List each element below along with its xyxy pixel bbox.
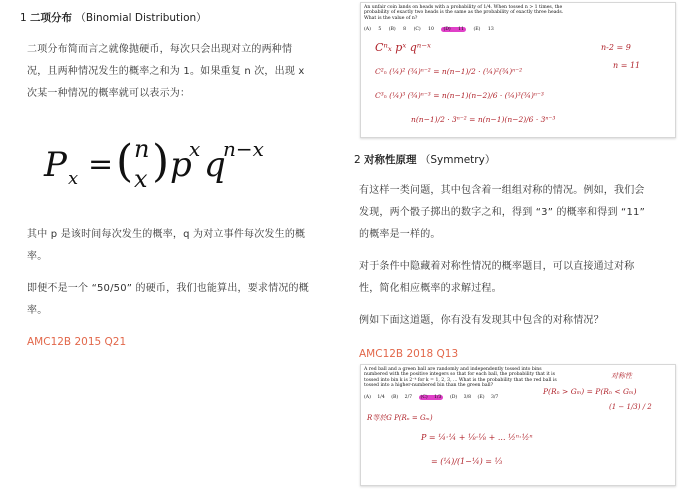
- heading-title-en: （Binomial Distribution）: [75, 12, 207, 24]
- answer-choices-2018: [364, 395, 564, 400]
- handwritten-fraction: (1 − 1/3) / 2: [609, 403, 652, 411]
- choice-b: (B) 8: [388, 27, 407, 32]
- formula-p: p: [170, 145, 192, 185]
- problem-reference-2015: AMC12B 2015 Q21: [27, 336, 127, 348]
- choice-e: (E) 13: [473, 27, 494, 32]
- heading-number: 1: [20, 12, 27, 24]
- symmetry-example-paragraph: 例如下面这道题，你有没有发现其中包含的对称情况？: [359, 315, 604, 326]
- problem-reference-2018: AMC12B 2018 Q13: [359, 348, 459, 360]
- heading-title-cn: 对称性原理: [364, 154, 417, 166]
- formula-q: q: [204, 145, 226, 185]
- problem-text-2015: An unfair coin lands on heads with a probability of 1/4. When tossed n > 1 times, the probability of exactly two heads is the same as the probability of exactly three heads. What is the value of n?: [364, 5, 564, 21]
- choice-a: (A) 5: [364, 27, 382, 32]
- symmetry-intro-paragraph: 有这样一类问题，其中包含着一组组对称的情况。例如，我们会发现，两个骰子掷出的数字之和，得到 “3” 的概率和得到 “11” 的概率是一样的。: [359, 185, 645, 240]
- choice-a: (A) 1/4: [364, 395, 385, 400]
- formula-paren-close: ): [152, 136, 170, 187]
- binomial-formula: [40, 120, 300, 200]
- binomial-note-paragraph: 即便不是一个 “50/50” 的硬币，我们也能算出，要求情况的概率。: [27, 283, 309, 316]
- formula-lhs: P: [44, 145, 67, 185]
- solution-image-2015: [360, 2, 676, 138]
- formula-n: n: [134, 135, 150, 163]
- section-heading-symmetry: [354, 152, 495, 167]
- handwritten-step-4: n(n−1)/2 · 3ⁿ⁻² = n(n−1)(n−2)/6 · 3ⁿ⁻³: [411, 115, 556, 124]
- choice-c-highlighted: (C) 1/3: [420, 395, 442, 400]
- handwritten-formula: Cⁿₓ pˣ qⁿ⁻ˣ: [375, 41, 431, 54]
- heading-title-en: （Symmetry）: [419, 154, 496, 166]
- handwritten-series-sum: P = ¼·¼ + ⅛·⅛ + ... ½ⁿ·½ⁿ: [421, 433, 533, 442]
- choice-c: (C) 10: [413, 27, 434, 32]
- handwritten-symmetry-label: 对称性: [611, 372, 632, 380]
- formula-k: x: [134, 165, 148, 193]
- choice-d-highlighted: (D) 11: [443, 27, 465, 32]
- binomial-definition-paragraph: 其中 p 是该时间每次发生的概率，q 为对立事件每次发生的概率。: [27, 229, 306, 262]
- solution-image-2018: [360, 364, 676, 486]
- formula-lhs-sub: x: [68, 168, 79, 189]
- heading-number: 2: [354, 154, 361, 166]
- handwritten-n-minus-2: n-2 = 9: [601, 43, 631, 52]
- choice-d: (D) 3/8: [449, 395, 472, 400]
- choice-b: (B) 2/7: [391, 395, 413, 400]
- formula-paren-open: (: [116, 136, 134, 187]
- binomial-intro-paragraph: 二项分布简而言之就像抛硬币，每次只会出现对立的两种情况，且两种情况发生的概率之和为 1。如果重复 n 次，出现 x 次某一种情况的概率就可以表示为：: [27, 44, 305, 99]
- handwritten-n-equals: n = 11: [613, 61, 641, 70]
- symmetry-method-paragraph: 对于条件中隐藏着对称性情况的概率题目，可以直接通过对称性，简化相应概率的求解过程。: [359, 261, 635, 294]
- handwritten-equal-case: R等於G P(Rₙ = Gₘ): [367, 414, 433, 422]
- handwritten-step-3: C³ₙ (¼)³ (¾)ⁿ⁻³ = n(n−1)(n−2)/6 · (¼)³(¾)ⁿ⁻³: [375, 91, 544, 100]
- heading-title-cn: 二项分布: [30, 12, 73, 24]
- handwritten-result: = (¼)/(1−¼) = ⅓: [431, 457, 503, 466]
- handwritten-step-2: C²ₙ (¼)² (¾)ⁿ⁻² = n(n−1)/2 · (¼)²(¾)ⁿ⁻²: [375, 67, 523, 76]
- problem-text-2018: A red ball and a green ball are randomly and independently tossed into bins numbered with the positive integers so that for each ball, the probability that it is tossed into bin k is 2⁻ᵏ for k = 1, 2, 3, ... What is the probability that the red ball is tossed into a higher-numbered bin than the green ball?: [364, 367, 557, 389]
- handwritten-symmetry-equation: P(Rₙ > Gₘ) = P(Rₙ < Gₘ): [543, 387, 637, 396]
- formula-equals: =: [88, 147, 114, 182]
- choice-e: (E) 3/7: [477, 395, 499, 400]
- section-heading-binomial: [20, 10, 207, 25]
- formula-p-exp: x: [189, 137, 201, 161]
- answer-choices-2015: [364, 27, 564, 32]
- formula-q-exp: n−x: [223, 137, 264, 161]
